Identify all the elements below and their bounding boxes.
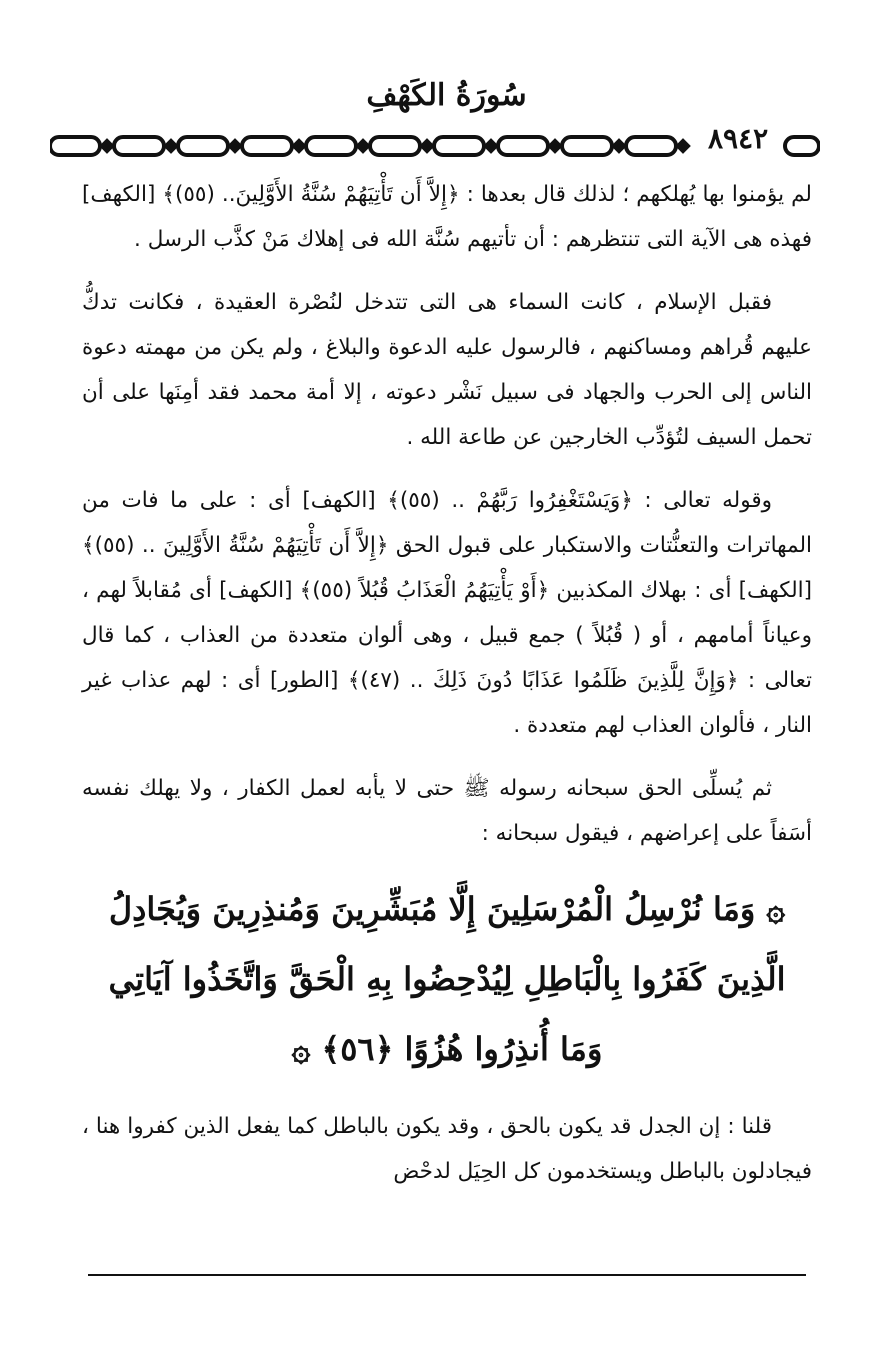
chain-link: [306, 137, 356, 155]
chain-diamond: [358, 141, 368, 151]
quran-verse-line: وَمَا أُنذِرُوا هُزُوًا ﴿٥٦﴾ ۞: [291, 1030, 603, 1068]
quran-verse-block: [92, 874, 802, 1084]
chain-link: [498, 137, 548, 155]
quran-verse-line: ۞ وَمَا نُرْسِلُ الْمُرْسَلِينَ إِلَّا مُبَشِّرِينَ وَمُنذِرِينَ وَيُجَادِلُ: [108, 890, 786, 928]
closing-paragraph: قلنا : إن الجدل قد يكون بالحق ، وقد يكون بالباطل كما يفعل الذين كفروا هنا ، فيجادلون بالباطل ويستخدمون كل الحِيَل لدحْض: [82, 1114, 812, 1184]
chain-link: [434, 137, 484, 155]
chain-diamond: [422, 141, 432, 151]
quran-verse-line: الَّذِينَ كَفَرُوا بِالْبَاطِلِ لِيُدْحِضُوا بِهِ الْحَقَّ وَاتَّخَذُوا آيَاتِي: [108, 960, 786, 998]
page-body: [82, 172, 812, 1212]
chain-diamond: [614, 141, 624, 151]
chain-ornament: [50, 126, 820, 166]
surah-title: سُورَةُ الكَهْفِ: [366, 78, 527, 113]
chain-link: [50, 137, 100, 155]
chain-diamond: [166, 141, 176, 151]
chain-link: [562, 137, 612, 155]
paragraph-2: فقبل الإسلام ، كانت السماء هى التى تتدخل لنُصْرة العقيدة ، فكانت تدكُّ عليهم قُراهم ومساكنهم ، فالرسول عليه الدعوة والبلاغ ، ولم يكن من مهمته دعوة الناس إلى الحرب والجهاد فى سبيل نَشْر دعوته ، إلا أمة محمد فقد أمِنَها على أن تحمل السيف لتُؤدِّب الخارجين عن طاعة الله .: [82, 290, 812, 450]
chain-diamond: [678, 141, 688, 151]
chain-diamond: [486, 141, 496, 151]
chain-diamond: [230, 141, 240, 151]
chain-link: [242, 137, 292, 155]
chain-diamond: [102, 141, 112, 151]
page-number: ٨٩٤٢: [708, 122, 769, 155]
paragraph-3: وقوله تعالى : ﴿وَيَسْتَغْفِرُوا رَبَّهُمْ .. (٥٥)﴾ [الكهف] أى : على ما فات من المهاترات والتعنُّتات والاستكبار على قبول الحق ﴿إِلاَّ أَن تَأْتِيَهُمْ سُنَّةُ الأَوَّلِينَ .. (٥٥)﴾ [الكهف] أى : بهلاك المكذبين ﴿أَوْ يَأْتِيَهُمُ الْعَذَابُ قُبُلاً (٥٥)﴾ [الكهف] أى مُقابلاً لهم ، وعياناً أمامهم ، أو ( قُبُلاً ) جمع قبيل ، وهى ألوان متعددة من العذاب ، كما قال تعالى : ﴿وَإِنَّ لِلَّذِينَ ظَلَمُوا عَذَابًا دُونَ ذَلِكَ .. (٤٧)﴾ [الطور] أى : لهم عذاب غير النار ، فألوان العذاب لهم متعددة .: [82, 488, 813, 738]
paragraph-1: لم يؤمنوا بها يُهلكهم ؛ لذلك قال بعدها : ﴿إِلاَّ أَن تَأْتِيَهُمْ سُنَّةُ الأَوَّلِينَ.. (٥٥)﴾ [الكهف] فهذه هى الآية التى تنتظرهم : أن تأتيهم سُنَّة الله فى إهلاك مَنْ كذَّب الرسل .: [82, 182, 812, 252]
paragraph-4: ثم يُسلِّى الحق سبحانه رسوله ﷺ حتى لا يأبه لعمل الكفار ، ولا يهلك نفسه أسَفاً على إعراضهم ، فيقول سبحانه :: [82, 776, 812, 846]
chain-link: [785, 137, 819, 155]
chain-link: [626, 137, 676, 155]
chain-link: [370, 137, 420, 155]
bottom-divider: [88, 1274, 806, 1276]
chain-diamond: [294, 141, 304, 151]
chain-diamond: [550, 141, 560, 151]
chain-link: [114, 137, 164, 155]
chain-link: [178, 137, 228, 155]
